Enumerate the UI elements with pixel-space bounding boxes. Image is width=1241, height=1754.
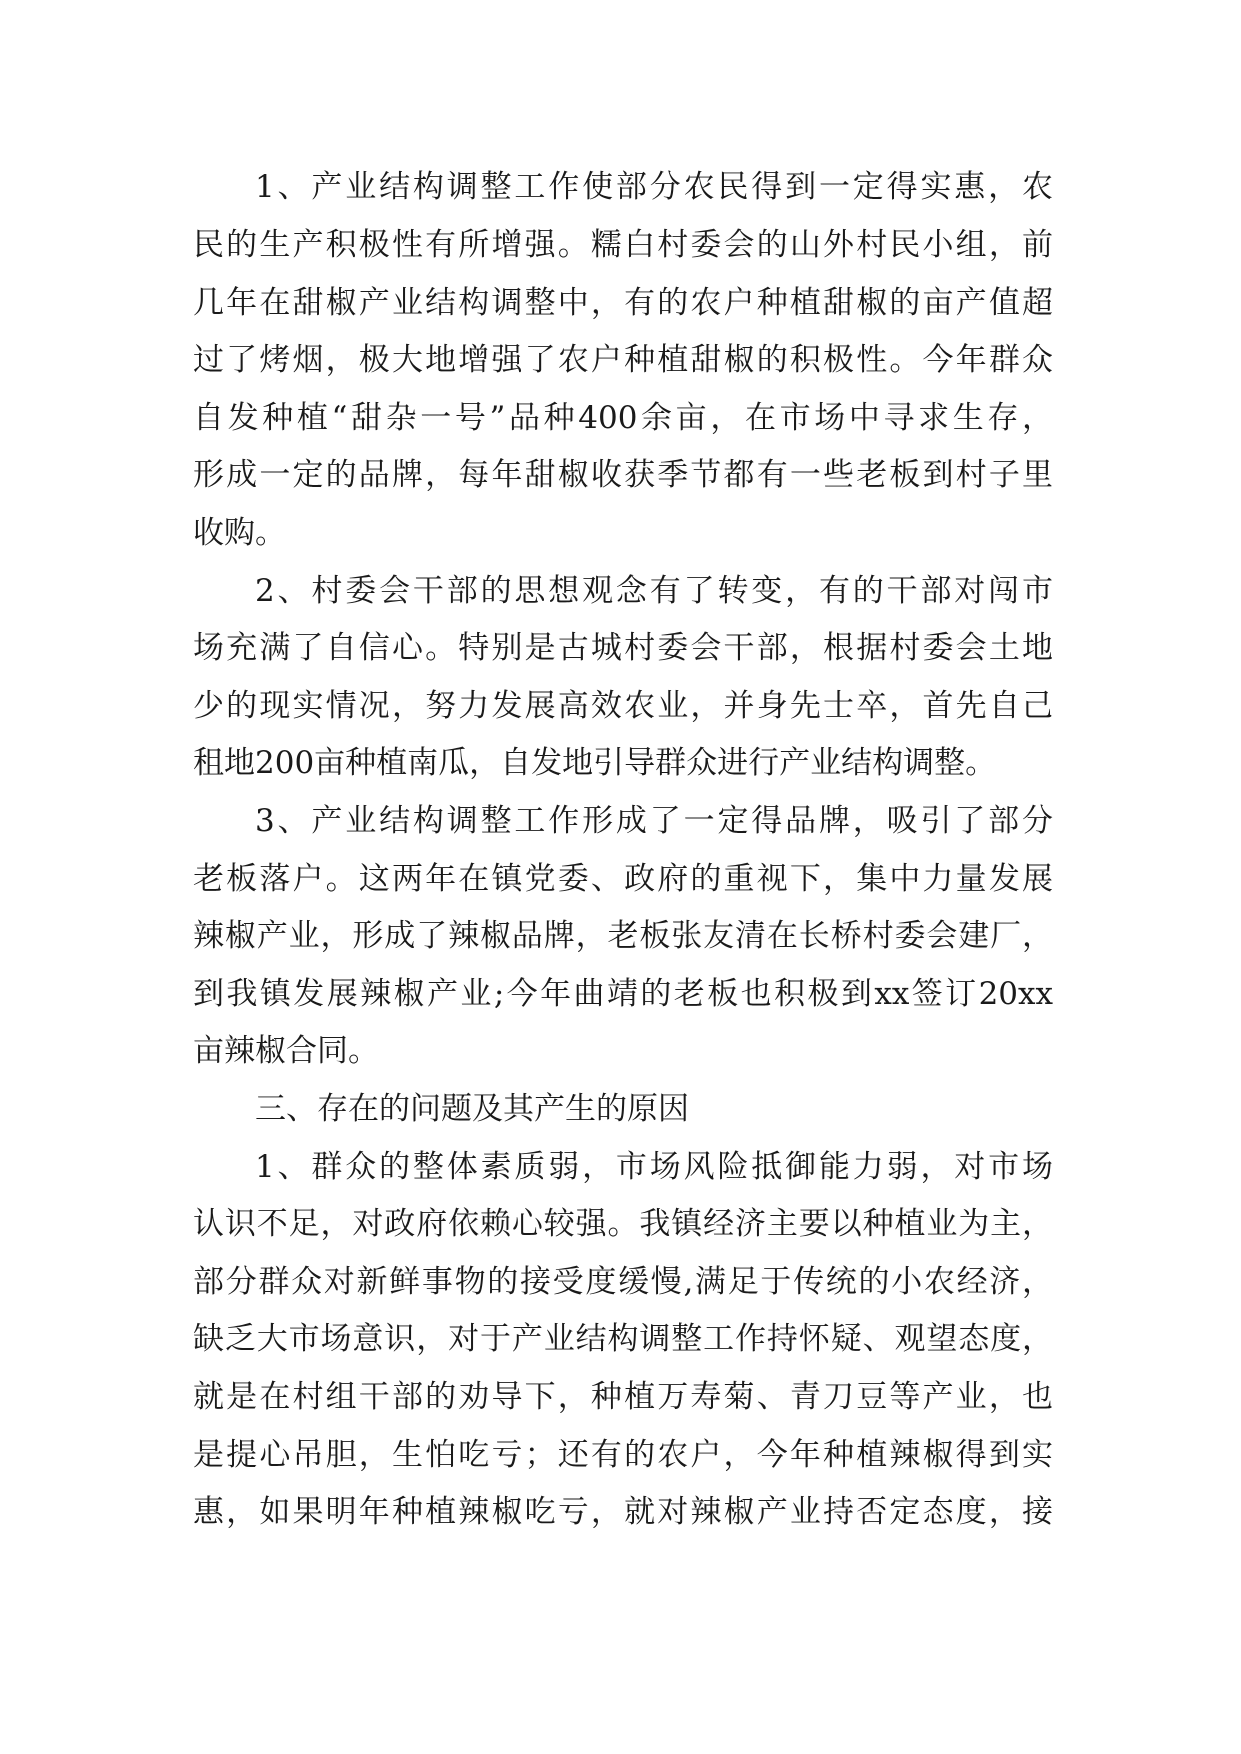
text-line: 缺乏大市场意识，对于产业结构调整工作持怀疑、观望态度， [193,1321,1053,1357]
text-line: 民的生产积极性有所增强。糯白村委会的山外村民小组，前 [193,227,1053,263]
text-line: 3、产业结构调整工作形成了一定得品牌，吸引了部分 [255,803,1053,839]
text-line: 自发种植“甜杂一号”品种400余亩，在市场中寻求生存， [193,400,1053,436]
text-line: 部分群众对新鲜事物的接受度缓慢,满足于传统的小农经济， [193,1264,1053,1300]
text-line: 租地200亩种植南瓜，自发地引导群众进行产业结构调整。 [193,745,997,781]
text-line: 收购。 [193,515,286,551]
text-line: 几年在甜椒产业结构调整中，有的农户种植甜椒的亩产值超 [193,285,1053,321]
text-line: 少的现实情况，努力发展高效农业，并身先士卒，首先自己 [193,688,1053,724]
text-line: 认识不足，对政府依赖心较强。我镇经济主要以种植业为主， [193,1206,1053,1242]
text-line: 辣椒产业，形成了辣椒品牌，老板张友清在长桥村委会建厂， [193,918,1053,954]
text-line: 老板落户。这两年在镇党委、政府的重视下，集中力量发展 [193,861,1053,897]
text-line: 亩辣椒合同。 [193,1033,379,1069]
text-line: 是提心吊胆，生怕吃亏；还有的农户，今年种植辣椒得到实 [193,1437,1053,1473]
text-line: 惠，如果明年种植辣椒吃亏，就对辣椒产业持否定态度，接 [193,1494,1053,1530]
text-line: 1、群众的整体素质弱，市场风险抵御能力弱，对市场 [255,1149,1053,1185]
text-line: 就是在村组干部的劝导下，种植万寿菊、青刀豆等产业，也 [193,1379,1053,1415]
text-line: 形成一定的品牌，每年甜椒收获季节都有一些老板到村子里 [193,457,1053,493]
text-line: 过了烤烟，极大地增强了农户种植甜椒的积极性。今年群众 [193,342,1053,378]
section-heading: 三、存在的问题及其产生的原因 [255,1091,689,1127]
text-line: 到我镇发展辣椒产业;今年曲靖的老板也积极到xx签订20xx [193,976,1053,1012]
text-line: 场充满了自信心。特别是古城村委会干部，根据村委会土地 [193,630,1053,666]
text-line: 1、产业结构调整工作使部分农民得到一定得实惠，农 [255,169,1053,205]
text-line: 2、村委会干部的思想观念有了转变，有的干部对闯市 [255,573,1053,609]
